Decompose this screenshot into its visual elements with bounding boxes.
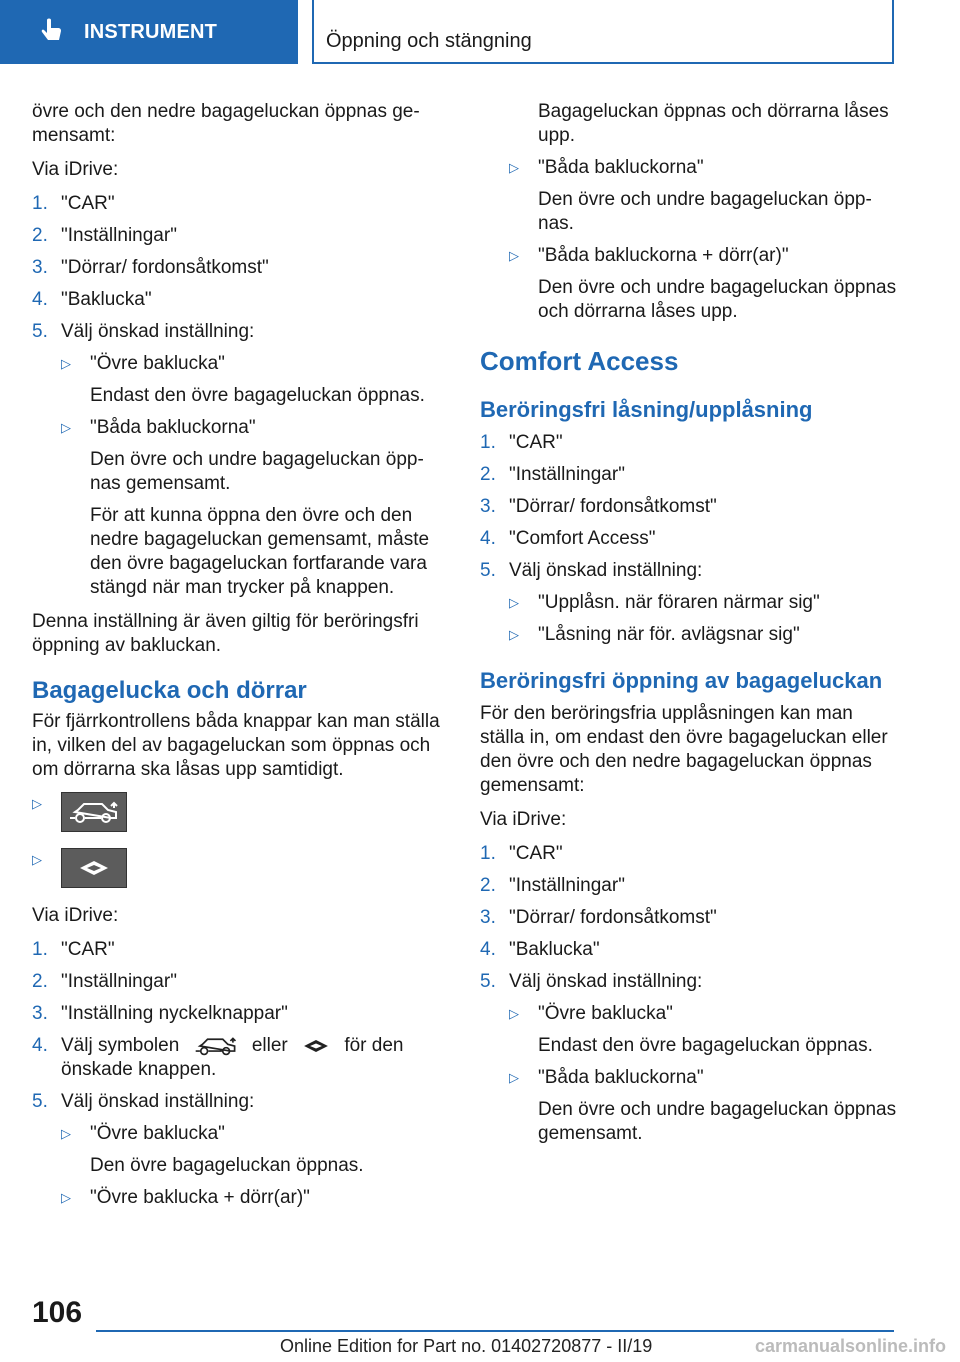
list-item <box>480 842 900 866</box>
list-item <box>480 559 900 583</box>
list-item <box>32 192 442 216</box>
option-item <box>61 1122 442 1146</box>
option-list <box>509 591 900 647</box>
triangle-bullet-icon: ▷ <box>509 595 519 610</box>
step-number: 1. <box>480 843 496 864</box>
left-column <box>32 100 442 1220</box>
via-idrive-label: Via iDrive: <box>32 159 119 180</box>
step-text: "Baklucka" <box>61 289 152 310</box>
option-list <box>509 1002 900 1146</box>
list-item <box>32 256 442 280</box>
step-number: 4. <box>32 1035 48 1056</box>
option-list <box>61 1122 442 1210</box>
subsection-heading: Beröringsfri öppning av bagageluckan <box>480 668 883 693</box>
option-note: För att kunna öppna den övre och den nedre bagageluckan gemensamt, måste den övre bagageluckan fortfarande vara stängd när man trycker på knappen. <box>90 505 430 598</box>
step-text: "CAR" <box>509 843 563 864</box>
step-number: 2. <box>480 875 496 896</box>
steps-list <box>480 431 900 647</box>
option-note: Endast den övre bagageluckan öppnas. <box>90 385 425 406</box>
triangle-bullet-icon: ▷ <box>32 852 42 867</box>
option-label: "Båda bakluckorna + dörr(ar)" <box>538 245 789 266</box>
steps-list <box>32 938 442 1210</box>
steps-list <box>480 842 900 1146</box>
step-text: "Inställningar" <box>509 875 625 896</box>
step-text: Välj önskad inställning: <box>509 560 703 581</box>
triangle-bullet-icon: ▷ <box>61 1126 71 1141</box>
list-item <box>480 970 900 994</box>
list-item <box>480 431 900 455</box>
section-header <box>312 0 894 64</box>
step-number: 5. <box>32 321 48 342</box>
option-label: "Låsning när för. avlägsnar sig" <box>538 624 800 645</box>
option-item <box>509 1066 900 1090</box>
option-item <box>61 352 442 376</box>
option-label: "Övre baklucka + dörr(ar)" <box>90 1187 310 1208</box>
triangle-bullet-icon: ▷ <box>509 627 519 642</box>
option-note: Bagageluckan öppnas och dörrarna låses upp. <box>538 101 889 146</box>
intro-text: övre och den nedre bagageluckan öppnas gemensamt: <box>32 101 420 146</box>
step4-text-a: Välj symbolen <box>61 1035 180 1056</box>
list-item <box>32 288 442 312</box>
subsection-heading: Beröringsfri låsning/upplåsning <box>480 397 813 422</box>
step-text: "Inställning nyckelknappar" <box>61 1003 288 1024</box>
steps-list <box>32 192 442 600</box>
step-text: "Inställningar" <box>61 971 177 992</box>
step-number: 1. <box>32 939 48 960</box>
option-label: "Övre baklucka" <box>90 353 225 374</box>
via-idrive-label: Via iDrive: <box>480 809 567 830</box>
via-idrive-label: Via iDrive: <box>32 905 119 926</box>
option-item <box>61 416 442 440</box>
triangle-bullet-icon: ▷ <box>509 1070 519 1085</box>
option-note: Den övre och undre bagageluckan öppnas och dörrarna låses upp. <box>538 277 897 322</box>
option-list <box>61 352 442 600</box>
list-item <box>480 495 900 519</box>
step-text <box>61 1034 442 1082</box>
step4-text-c: för den önskade knappen. <box>61 1035 404 1080</box>
option-note: Den övre bagageluckan öppnas. <box>90 1155 364 1176</box>
body-text: För fjärrkontrollens båda knappar kan man ställa in, vilken del av bagageluckan som öppnas och om dörrarna ska låsas upp samtidigt. <box>32 711 440 780</box>
option-item <box>61 1186 442 1210</box>
triangle-bullet-icon: ▷ <box>509 1006 519 1021</box>
option-label: "Båda bakluckorna" <box>538 157 704 178</box>
step-number: 3. <box>32 257 48 278</box>
list-item <box>480 906 900 930</box>
option-item <box>509 1002 900 1026</box>
step-text: "CAR" <box>61 939 115 960</box>
step-text: "Inställningar" <box>61 225 177 246</box>
step-number: 4. <box>480 528 496 549</box>
step-number: 4. <box>480 939 496 960</box>
step-number: 3. <box>480 496 496 517</box>
triangle-bullet-icon: ▷ <box>61 1190 71 1205</box>
step-number: 4. <box>32 289 48 310</box>
step-text: "Baklucka" <box>509 939 600 960</box>
edition-text: Online Edition for Part no. 01402720877 - II/19 <box>280 1336 653 1356</box>
chapter-label: INSTRUMENT <box>84 20 218 43</box>
step-number: 5. <box>32 1091 48 1112</box>
step-text: Välj önskad inställning: <box>509 971 703 992</box>
body-text: För den beröringsfria upplåsningen kan man ställa in, om endast den övre bagageluckan eller den övre och den nedre bagageluckan öppnas gemensamt: <box>480 703 888 796</box>
list-item <box>32 320 442 344</box>
validity-note: Denna inställning är även giltig för beröringsfri öppning av bakluckan. <box>32 611 419 656</box>
option-label: "Övre baklucka" <box>538 1003 673 1024</box>
step-number: 5. <box>480 560 496 581</box>
step-text: "Dörrar/ fordonsåtkomst" <box>61 257 269 278</box>
step-text: "CAR" <box>61 193 115 214</box>
key-icon-row <box>32 792 442 832</box>
option-label: "Övre baklucka" <box>90 1123 225 1144</box>
step-number: 2. <box>480 464 496 485</box>
step-text: "Dörrar/ fordonsåtkomst" <box>509 496 717 517</box>
step-text: "Dörrar/ fordonsåtkomst" <box>509 907 717 928</box>
section-heading: Comfort Access <box>480 346 679 376</box>
triangle-bullet-icon: ▷ <box>61 420 71 435</box>
option-label: "Båda bakluckorna" <box>538 1067 704 1088</box>
step-number: 2. <box>32 225 48 246</box>
option-item <box>509 623 900 647</box>
step-number: 1. <box>32 193 48 214</box>
car-trunk-key-icon <box>61 792 127 832</box>
option-note: Den övre och undre bagageluckan öppnas gemensamt. <box>538 1099 897 1144</box>
step-number: 2. <box>32 971 48 992</box>
option-item <box>509 591 900 615</box>
step-number: 3. <box>480 907 496 928</box>
step-text: "CAR" <box>509 432 563 453</box>
triangle-bullet-icon: ▷ <box>32 796 42 811</box>
watermark[interactable]: carmanualsonline.info <box>754 1336 946 1356</box>
step-number: 3. <box>32 1003 48 1024</box>
chapter-tab[interactable] <box>0 0 298 64</box>
page-number: 106 <box>32 1296 83 1329</box>
option-label: "Upplåsn. när föraren närmar sig" <box>538 592 820 613</box>
list-item <box>32 1090 442 1114</box>
list-item <box>32 938 442 962</box>
step-text: "Inställningar" <box>509 464 625 485</box>
diamond-symbol-icon <box>299 1037 333 1055</box>
section-title: Öppning och stängning <box>326 30 532 52</box>
list-item <box>32 1002 442 1026</box>
option-item <box>509 244 900 268</box>
option-label: "Båda bakluckorna" <box>90 417 256 438</box>
diamond-key-icon <box>61 848 127 888</box>
step-number: 1. <box>480 432 496 453</box>
hand-pointer-icon <box>36 17 66 47</box>
step-text: Välj önskad inställning: <box>61 1091 255 1112</box>
list-item <box>480 463 900 487</box>
step-text: "Comfort Access" <box>509 528 656 549</box>
car-trunk-symbol-icon <box>191 1035 241 1057</box>
step4-text-b: eller <box>251 1035 288 1056</box>
triangle-bullet-icon: ▷ <box>509 248 519 263</box>
option-note: Endast den övre bagageluckan öppnas. <box>538 1035 873 1056</box>
list-item <box>32 224 442 248</box>
option-note: Den övre och undre bagageluckan öppnas gemensamt. <box>90 449 424 494</box>
list-item <box>480 938 900 962</box>
option-list <box>509 156 900 324</box>
option-item <box>509 156 900 180</box>
section-heading: Bagagelucka och dörrar <box>32 677 307 704</box>
triangle-bullet-icon: ▷ <box>61 356 71 371</box>
footer-divider <box>96 1330 894 1332</box>
list-item <box>32 970 442 994</box>
list-item <box>480 527 900 551</box>
list-item <box>480 874 900 898</box>
option-note: Den övre och undre bagageluckan öppnas. <box>538 189 872 234</box>
key-icon-row <box>32 848 442 888</box>
list-item <box>32 1034 442 1082</box>
step-text: Välj önskad inställning: <box>61 321 255 342</box>
step-number: 5. <box>480 971 496 992</box>
right-column <box>480 100 900 1156</box>
triangle-bullet-icon: ▷ <box>509 160 519 175</box>
